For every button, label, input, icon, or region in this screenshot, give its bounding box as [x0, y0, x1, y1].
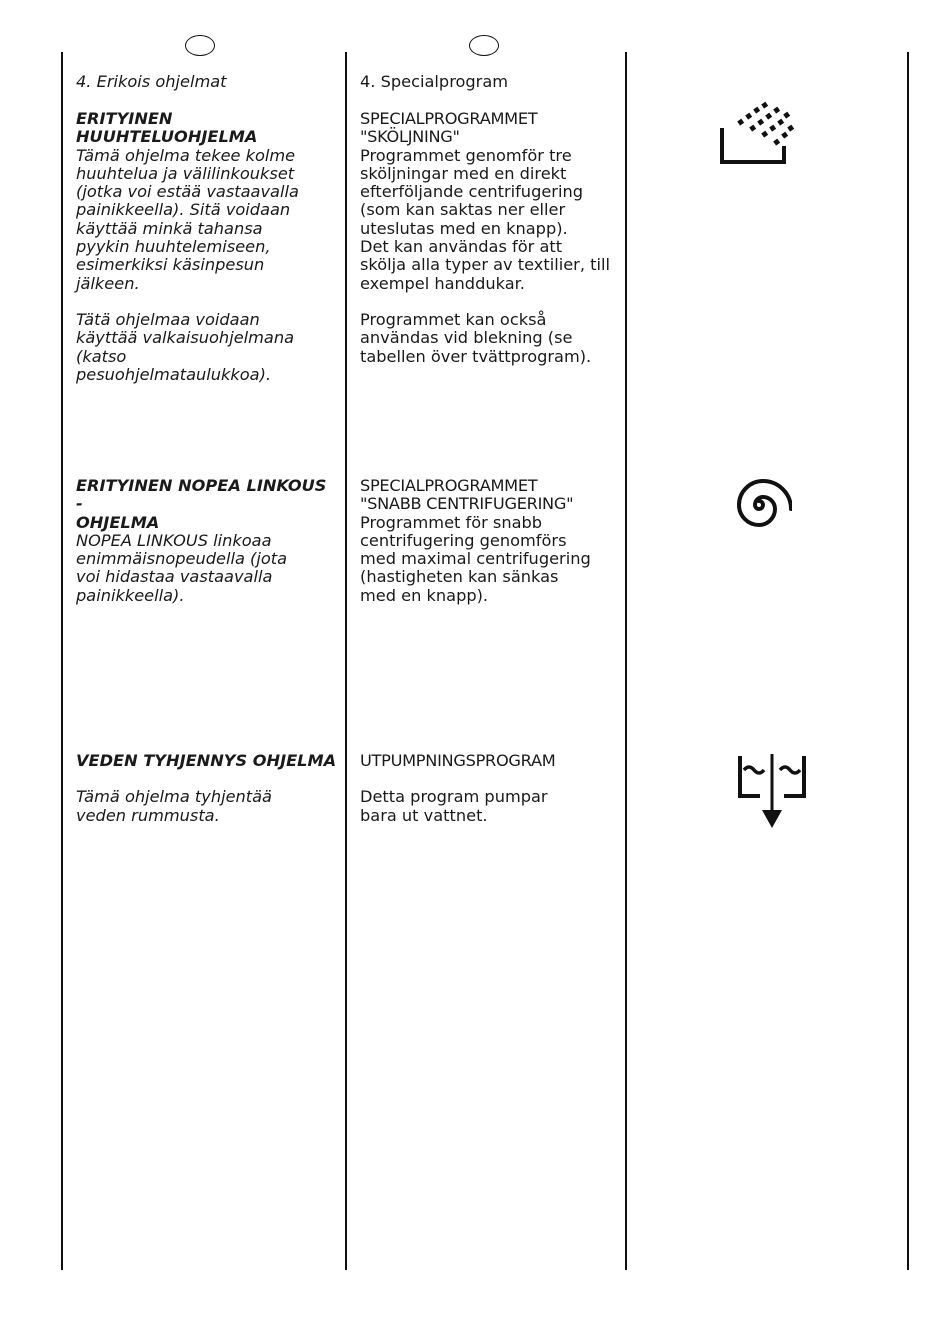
- finnish-spin-body: NOPEA LINKOUS linkoaa enimmäisnopeudella (jota voi hidastaa vastaavalla painikkeella).: [76, 530, 288, 605]
- swedish-drain-body: Detta program pumpar bara ut vattnet.: [360, 787, 548, 825]
- column-divider-middle-right: [625, 52, 627, 1270]
- swedish-rinse-block: [360, 110, 618, 366]
- language-marker-finnish: [185, 35, 215, 56]
- finnish-rinse-heading: ERITYINEN HUUHTELUOHJELMA: [76, 109, 258, 147]
- swedish-drain-block: [360, 752, 618, 825]
- swedish-rinse-body: Programmet genomför tre sköljningar med en direkt efterföljande centrifugering (som kan saktas ner eller uteslutas med en knapp). Det kan användas för att skölja alla typer av textilier, till exempel handdukar.: [360, 145, 610, 293]
- finnish-rinse-body-2: Tätä ohjelmaa voidaan käyttää valkaisuohjelmana (katso pesuohjelmataulukkoa).: [76, 309, 295, 384]
- finnish-spin-heading: ERITYINEN NOPEA LINKOUS - OHJELMA: [76, 476, 327, 532]
- finnish-drain-body: Tämä ohjelma tyhjentää veden rummusta.: [76, 787, 272, 825]
- column-divider-right: [907, 52, 909, 1270]
- swedish-drain-heading: UTPUMPNINGSPROGRAM: [360, 751, 556, 770]
- swedish-spin-body: Programmet för snabb centrifugering genomförs med maximal centrifugering (hastigheten kan sänkas med en knapp).: [360, 512, 591, 605]
- swedish-spin-block: [360, 477, 618, 605]
- rinse-icon: [716, 100, 796, 170]
- finnish-section-title-block: [76, 73, 338, 91]
- column-divider-left: [61, 52, 63, 1270]
- finnish-section-title: 4. Erikois ohjelmat: [76, 72, 227, 91]
- swedish-rinse-body-2: Programmet kan också användas vid blekning (se tabellen över tvättprogram).: [360, 309, 592, 366]
- swedish-section-title: 4. Specialprogram: [360, 72, 509, 91]
- finnish-drain-heading: VEDEN TYHJENNYS OHJELMA: [76, 751, 337, 770]
- finnish-rinse-block: [76, 110, 338, 384]
- swedish-spin-heading: SPECIALPROGRAMMET "SNABB CENTRIFUGERING": [360, 476, 574, 514]
- spin-icon: [726, 472, 792, 538]
- swedish-rinse-heading: SPECIALPROGRAMMET "SKÖLJNING": [360, 109, 538, 147]
- drain-icon: [734, 750, 810, 830]
- column-divider-middle-left: [345, 52, 347, 1270]
- language-marker-swedish: [469, 35, 499, 56]
- finnish-drain-block: [76, 752, 338, 825]
- swedish-section-title-block: [360, 73, 618, 91]
- finnish-rinse-body: Tämä ohjelma tekee kolme huuhtelua ja välilinkoukset (jotka voi estää vastaavalla painikkeella). Sitä voidaan käyttää minkä tahansa pyykin huuhtelemiseen, esimerkiksi käsinpesun jälkeen.: [76, 145, 299, 293]
- finnish-spin-block: [76, 477, 338, 605]
